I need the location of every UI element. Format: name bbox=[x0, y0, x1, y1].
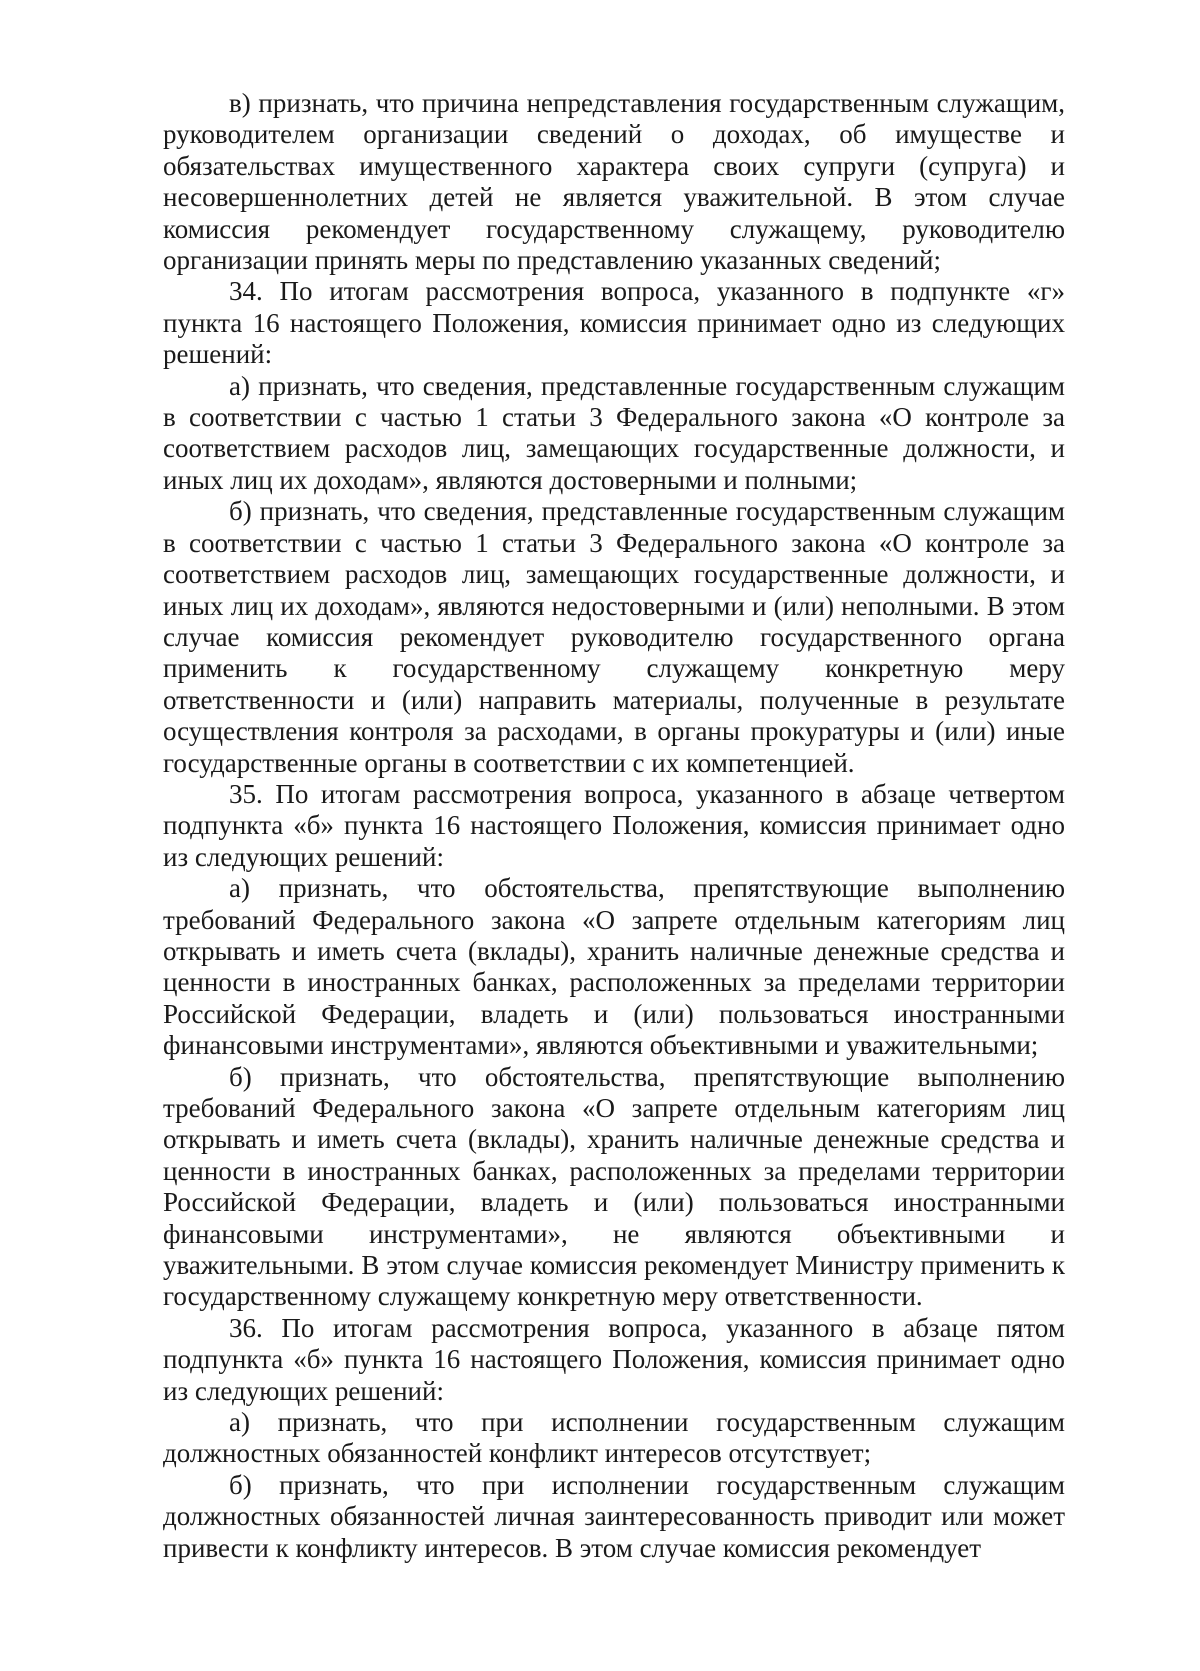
paragraph-35: 35. По итогам рассмотрения вопроса, указанного в абзаце четвертом подпункта «б» пункта 16 настоящего Положения, комиссия принимает одно из следующих решений: bbox=[163, 778, 1065, 872]
paragraph-35b: б) признать, что обстоятельства, препятствующие выполнению требований Федерального закона «О запрете отдельным категориям лиц открывать и иметь счета (вклады), хранить наличные денежные средства и ценности в иностранных банках, расположенных за пределами территории Российской Федерации, владеть и (или) пользоваться иностранными финансовыми инструментами», не являются объективными и уважительными. В этом случае комиссия рекомендует Министру применить к государственному служащему конкретную меру ответственности. bbox=[163, 1061, 1065, 1312]
paragraph-35a: а) признать, что обстоятельства, препятствующие выполнению требований Федерального закона «О запрете отдельным категориям лиц открывать и иметь счета (вклады), хранить наличные денежные средства и ценности в иностранных банках, расположенных за пределами территории Российской Федерации, владеть и (или) пользоваться иностранными финансовыми инструментами», являются объективными и уважительными; bbox=[163, 873, 1065, 1061]
paragraph-33v: в) признать, что причина непредставления государственным служащим, руководителем организации сведений о доходах, об имуществе и обязательствах имущественного характера своих супруги (супруга) и несовершеннолетних детей не является уважительной. В этом случае комиссия рекомендует государственному служащему, руководителю организации принять меры по представлению указанных сведений; bbox=[163, 88, 1065, 276]
paragraph-36b: б) признать, что при исполнении государственным служащим должностных обязанностей личная заинтересованность приводит или может привести к конфликту интересов. В этом случае комиссия рекомендует bbox=[163, 1469, 1065, 1563]
paragraph-34a: а) признать, что сведения, представленные государственным служащим в соответствии с частью 1 статьи 3 Федерального закона «О контроле за соответствием расходов лиц, замещающих государственные должности, и иных лиц их доходам», являются достоверными и полными; bbox=[163, 370, 1065, 495]
paragraph-34: 34. По итогам рассмотрения вопроса, указанного в подпункте «г» пункта 16 настоящего Положения, комиссия принимает одно из следующих решений: bbox=[163, 276, 1065, 370]
document-page bbox=[163, 88, 1065, 1564]
paragraph-36a: а) признать, что при исполнении государственным служащим должностных обязанностей конфликт интересов отсутствует; bbox=[163, 1407, 1065, 1469]
paragraph-36: 36. По итогам рассмотрения вопроса, указанного в абзаце пятом подпункта «б» пункта 16 настоящего Положения, комиссия принимает одно из следующих решений: bbox=[163, 1312, 1065, 1406]
paragraph-34b: б) признать, что сведения, представленные государственным служащим в соответствии с частью 1 статьи 3 Федерального закона «О контроле за соответствием расходов лиц, замещающих государственные должности, и иных лиц их доходам», являются недостоверными и (или) неполными. В этом случае комиссия рекомендует руководителю государственного органа применить к государственному служащему конкретную меру ответственности и (или) направить материалы, полученные в результате осуществления контроля за расходами, в органы прокуратуры и (или) иные государственные органы в соответствии с их компетенцией. bbox=[163, 496, 1065, 778]
